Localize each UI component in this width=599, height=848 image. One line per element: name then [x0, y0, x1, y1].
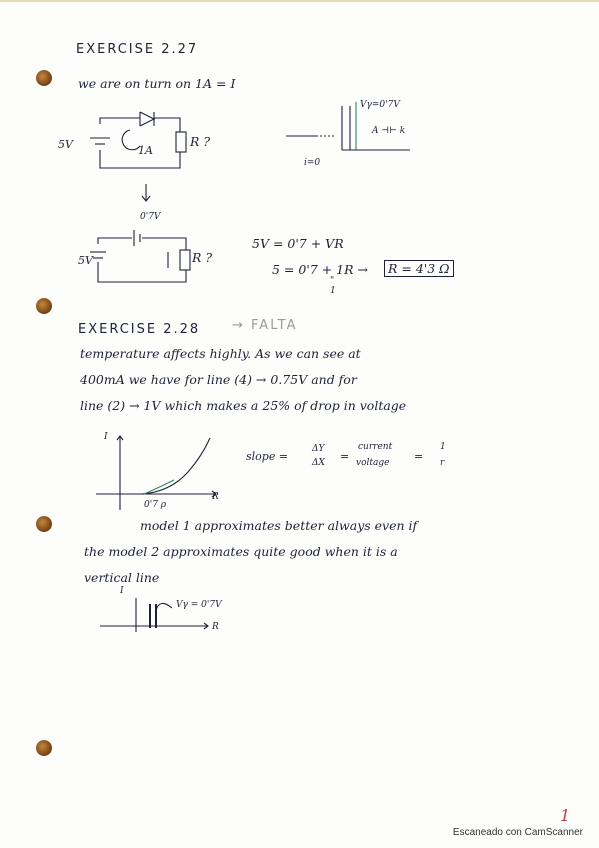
equation-2-sub: 1: [330, 286, 336, 296]
down-arrow-icon: [140, 184, 152, 204]
slope-den-3: r: [440, 458, 445, 468]
ex227-line-1: we are on turn on 1A = I: [78, 76, 236, 91]
graph-2-current-label: I: [120, 586, 124, 596]
graph-2-resistance-label: R: [212, 622, 219, 632]
circuit-1-loop-current: 1A: [138, 144, 153, 157]
equation-2-ditto: ": [330, 276, 335, 286]
graph-1-resistance-label: R: [212, 492, 219, 502]
slope-label: slope =: [246, 450, 289, 463]
graph-1-threshold-label: 0'7 ρ: [144, 500, 167, 510]
circuit-1-source: 5V: [58, 138, 73, 151]
equation-1: 5V = 0'7 + VR: [252, 236, 344, 251]
paragraph-line-4: model 1 approximates better always even if: [140, 518, 418, 533]
page-number: 1: [560, 806, 571, 825]
paragraph-line-1: temperature affects highly. As we can see at: [80, 346, 361, 361]
slope-num-3: 1: [440, 442, 446, 452]
slope-num-2: current: [358, 442, 393, 452]
circuit-2-diode-drop: 0'7V: [140, 212, 161, 222]
answer-box: R = 4'3 Ω: [384, 260, 454, 277]
scanner-watermark: Escaneado con CamScanner: [452, 827, 583, 838]
exercise-2-28-title: EXERCISE 2.28: [78, 322, 201, 337]
slope-den-1: ΔX: [312, 458, 325, 468]
switch-current-label: i=0: [304, 158, 321, 168]
circuit-2-source: 5V: [78, 254, 93, 267]
paragraph-line-2: 400mA we have for line (4) → 0.75V and for: [80, 372, 357, 387]
binder-hole-4: [36, 740, 52, 756]
binder-hole-3: [36, 516, 52, 532]
switch-vgamma-label: Vγ=0'7V: [360, 100, 400, 110]
slope-den-2: voltage: [356, 458, 390, 468]
exercise-2-28-falta: → FALTA: [232, 318, 298, 333]
slope-eq-2: =: [414, 450, 424, 463]
equation-2: 5 = 0'7 + 1R →: [272, 262, 368, 277]
graph-1-current-label: I: [104, 432, 108, 442]
slope-num-1: ΔY: [312, 444, 325, 454]
switch-arrow-label: A ⊣⊢ k: [372, 126, 406, 136]
paragraph-line-5: the model 2 approximates quite good when it is a: [84, 544, 398, 559]
binder-hole-1: [36, 70, 52, 86]
exercise-2-27-title: EXERCISE 2.27: [76, 42, 199, 57]
graph-2-vgamma-label: Vγ = 0'7V: [176, 600, 222, 610]
paragraph-line-6: vertical line: [84, 570, 160, 585]
paragraph-line-3: line (2) → 1V which makes a 25% of drop in voltage: [80, 398, 407, 413]
circuit-2-resistor: R ?: [192, 250, 213, 265]
binder-hole-2: [36, 298, 52, 314]
slope-eq-1: =: [340, 450, 350, 463]
page-top-edge: [0, 0, 599, 2]
circuit-1-resistor: R ?: [190, 134, 211, 149]
